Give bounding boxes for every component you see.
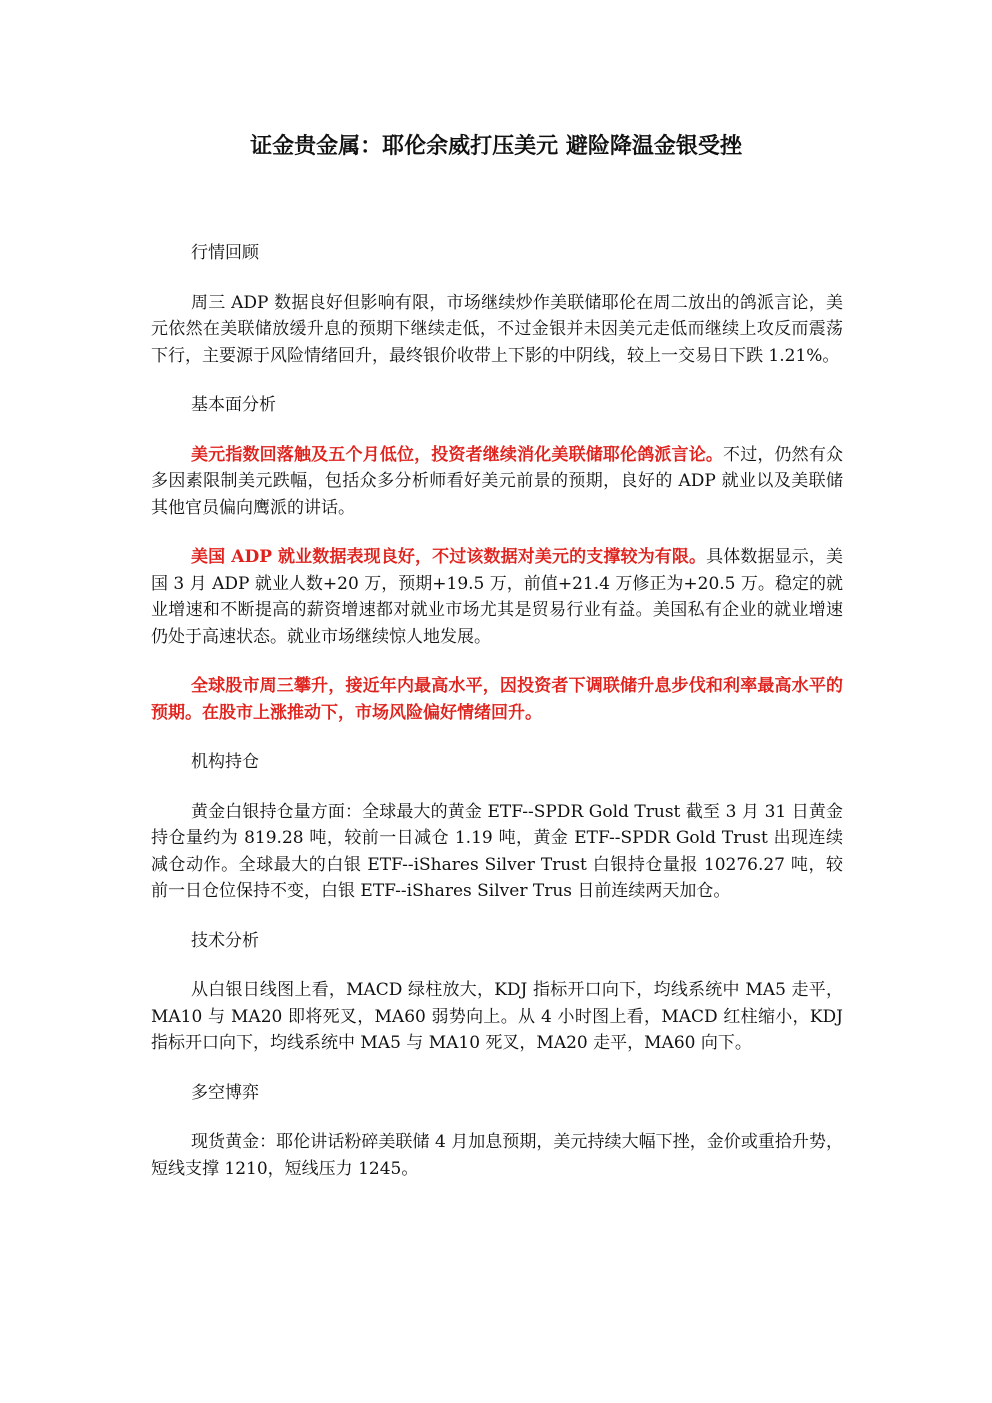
- body-text: 具体数据显示，美国 3 月 ADP 就业人数+20 万，预期+19.5 万，前值+21.4 万修正为+20.5 万。稳定的就业增速和不断提高的薪资增速都对就业市场尤其是贸易行业有益。美国私有企业的就业增速仍处于高速状态。就业市场继续惊人地发展。: [151, 547, 844, 647]
- longshort-paragraph: 现货黄金：耶伦讲话粉碎美联储 4 月加息预期，美元持续大幅下挫，金价或重拾升势，短线支撑 1210，短线压力 1245。: [151, 1132, 843, 1179]
- section-heading-technical: 技术分析: [191, 930, 259, 951]
- document-title: 证金贵金属：耶伦余威打压美元 避险降温金银受挫: [250, 133, 742, 159]
- highlight-text: 美国 ADP 就业数据表现良好，不过该数据对美元的支撑较为有限。: [191, 547, 707, 567]
- document-body: [151, 240, 843, 1205]
- section-heading-positions: 机构持仓: [191, 752, 259, 772]
- fundamental-paragraph-2: [151, 544, 843, 650]
- highlight-text: 全球股市周三攀升，接近年内最高水平，因投资者下调联储升息步伐和利率最高水平的预期。在股市上涨推动下，市场风险偏好情绪回升。: [151, 676, 843, 723]
- technical-paragraph: 从白银日线图上看，MACD 绿柱放大，KDJ 指标开口向下，均线系统中 MA5 走平，MA10 与 MA20 即将死叉，MA60 弱势向上。从 4 小时图上看，MACD 红柱缩小，KDJ 指标开口向下，均线系统中 MA5 与 MA10 死叉，MA20 走平，MA60 向下。: [151, 980, 843, 1053]
- section-heading-fundamental: 基本面分析: [191, 395, 276, 415]
- review-paragraph: 周三 ADP 数据良好但影响有限，市场继续炒作美联储耶伦在周二放出的鸽派言论，美元依然在美联储放缓升息的预期下继续走低，不过金银并未因美元走低而继续上攻反而震荡下行，主要源于风险情绪回升，最终银价收带上下影的中阴线，较上一交易日下跌 1.21%。: [151, 292, 843, 366]
- highlight-text: 美元指数回落触及五个月低位，投资者继续消化美联储耶伦鸽派言论。: [191, 444, 724, 465]
- positions-paragraph: 黄金白银持仓量方面：全球最大的黄金 ETF--SPDR Gold Trust 截至 3 月 31 日黄金持仓量约为 819.28 吨，较前一日减仓 1.19 吨，黄金 ETF--SPDR Gold Trust 出现连续减仓动作。全球最大的白银 ETF--iShares Silver Trust 白银持仓量报 10276.27 吨，较前一日仓位保持不变，白银 ETF--iShares Silver Trus 日前连续两天加仓。: [151, 801, 843, 901]
- fundamental-paragraph-3: [151, 673, 843, 726]
- body-text: 不过，仍然有众多因素限制美元跌幅，包括众多分析师看好美元前景的预期，良好的 ADP 就业以及美联储其他官员偏向鹰派的讲话。: [151, 444, 844, 518]
- fundamental-paragraph-1: [151, 442, 843, 522]
- section-heading-longshort: 多空博弈: [191, 1082, 259, 1103]
- section-heading-review: 行情回顾: [191, 243, 259, 263]
